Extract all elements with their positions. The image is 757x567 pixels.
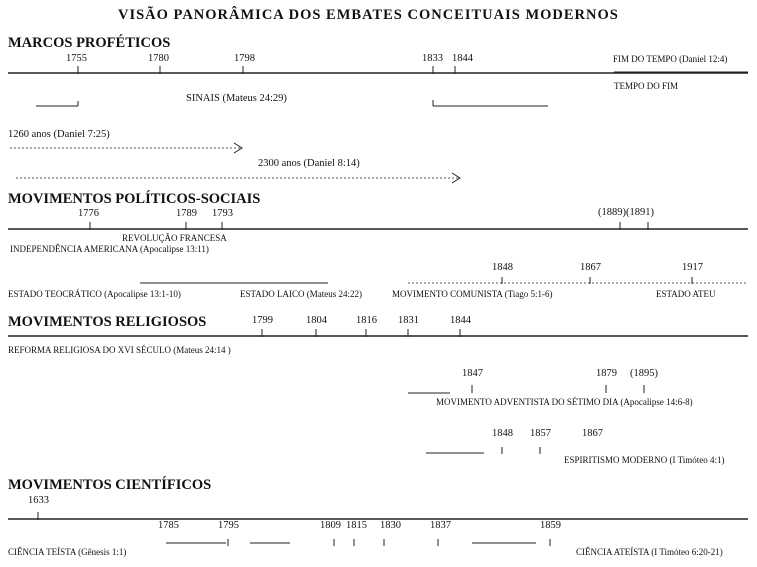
fim-do-tempo-label: FIM DO TEMPO (Daniel 12:4) [613, 54, 728, 64]
year-label: 1795 [218, 520, 239, 531]
year-label: 1848 [492, 262, 513, 273]
tempo-do-fim-label: TEMPO DO FIM [614, 81, 679, 91]
revolucao-francesa-label: REVOLUÇÃO FRANCESA [122, 233, 227, 243]
year-label: 1847 [462, 368, 483, 379]
year-label: 1844 [452, 53, 473, 64]
year-label: 1804 [306, 315, 327, 326]
ciencia-ateista-label: CIÊNCIA ATEÍSTA (I Timóteo 6:20-21) [576, 547, 723, 557]
year-label: 1809 [320, 520, 341, 531]
movimento-comunista-label: MOVIMENTO COMUNISTA (Tiago 5:1-6) [392, 289, 553, 299]
year-label: 1879 [596, 368, 617, 379]
independencia-americana-label: INDEPENDÊNCIA AMERICANA (Apocalipse 13:11) [10, 244, 209, 254]
cientificos-heading: MOVIMENTOS CIENTÍFICOS [8, 477, 212, 493]
movimento-adventista-label: MOVIMENTO ADVENTISTA DO SÉTIMO DIA (Apocalipse 14:6-8) [436, 397, 693, 407]
year-label: 1793 [212, 208, 233, 219]
year-label: 1830 [380, 520, 401, 531]
year-label: 1799 [252, 315, 273, 326]
year-label: 1867 [580, 262, 601, 273]
reforma-religiosa-label: REFORMA RELIGIOSA DO XVI SÉCULO (Mateus 24:14 ) [8, 345, 231, 355]
marcos-heading: MARCOS PROFÉTICOS [8, 35, 171, 51]
espiritismo-moderno-label: ESPIRITISMO MODERNO (I Timóteo 4:1) [564, 455, 725, 465]
ciencia-teista-label: CIÊNCIA TEÍSTA (Gênesis 1:1) [8, 547, 127, 557]
politicos-heading: MOVIMENTOS POLÍTICOS-SOCIAIS [8, 191, 261, 207]
year-label: 1831 [398, 315, 419, 326]
year-label: 1837 [430, 520, 451, 531]
year-label: 1776 [78, 208, 99, 219]
year-label: 1848 [492, 428, 513, 439]
sinais-label: SINAIS (Mateus 24:29) [186, 93, 287, 104]
year-label: 1816 [356, 315, 377, 326]
year-label: 1633 [28, 495, 49, 506]
year-label: 1833 [422, 53, 443, 64]
estado-laico-label: ESTADO LAICO (Mateus 24:22) [240, 289, 363, 299]
year-label: (1889)(1891) [598, 207, 654, 218]
year-label: 1798 [234, 53, 255, 64]
anos-1260-label: 1260 anos (Daniel 7:25) [8, 129, 110, 140]
year-label: 1857 [530, 428, 551, 439]
page-title: VISÃO PANORÂMICA DOS EMBATES CONCEITUAIS MODERNOS [118, 7, 619, 23]
religiosos-heading: MOVIMENTOS RELIGIOSOS [8, 314, 207, 330]
year-label: 1755 [66, 53, 87, 64]
year-label: 1844 [450, 315, 471, 326]
year-label: 1815 [346, 520, 367, 531]
estado-teocratico-label: ESTADO TEOCRÁTICO (Apocalipse 13:1-10) [8, 289, 181, 299]
year-label: 1859 [540, 520, 561, 531]
year-label: 1785 [158, 520, 179, 531]
year-label: (1895) [630, 368, 658, 379]
year-label: 1867 [582, 428, 603, 439]
year-label: 1780 [148, 53, 169, 64]
estado-ateu-label: ESTADO ATEU [656, 289, 716, 299]
anos-2300-label: 2300 anos (Daniel 8:14) [258, 158, 360, 169]
year-label: 1789 [176, 208, 197, 219]
year-label: 1917 [682, 262, 703, 273]
